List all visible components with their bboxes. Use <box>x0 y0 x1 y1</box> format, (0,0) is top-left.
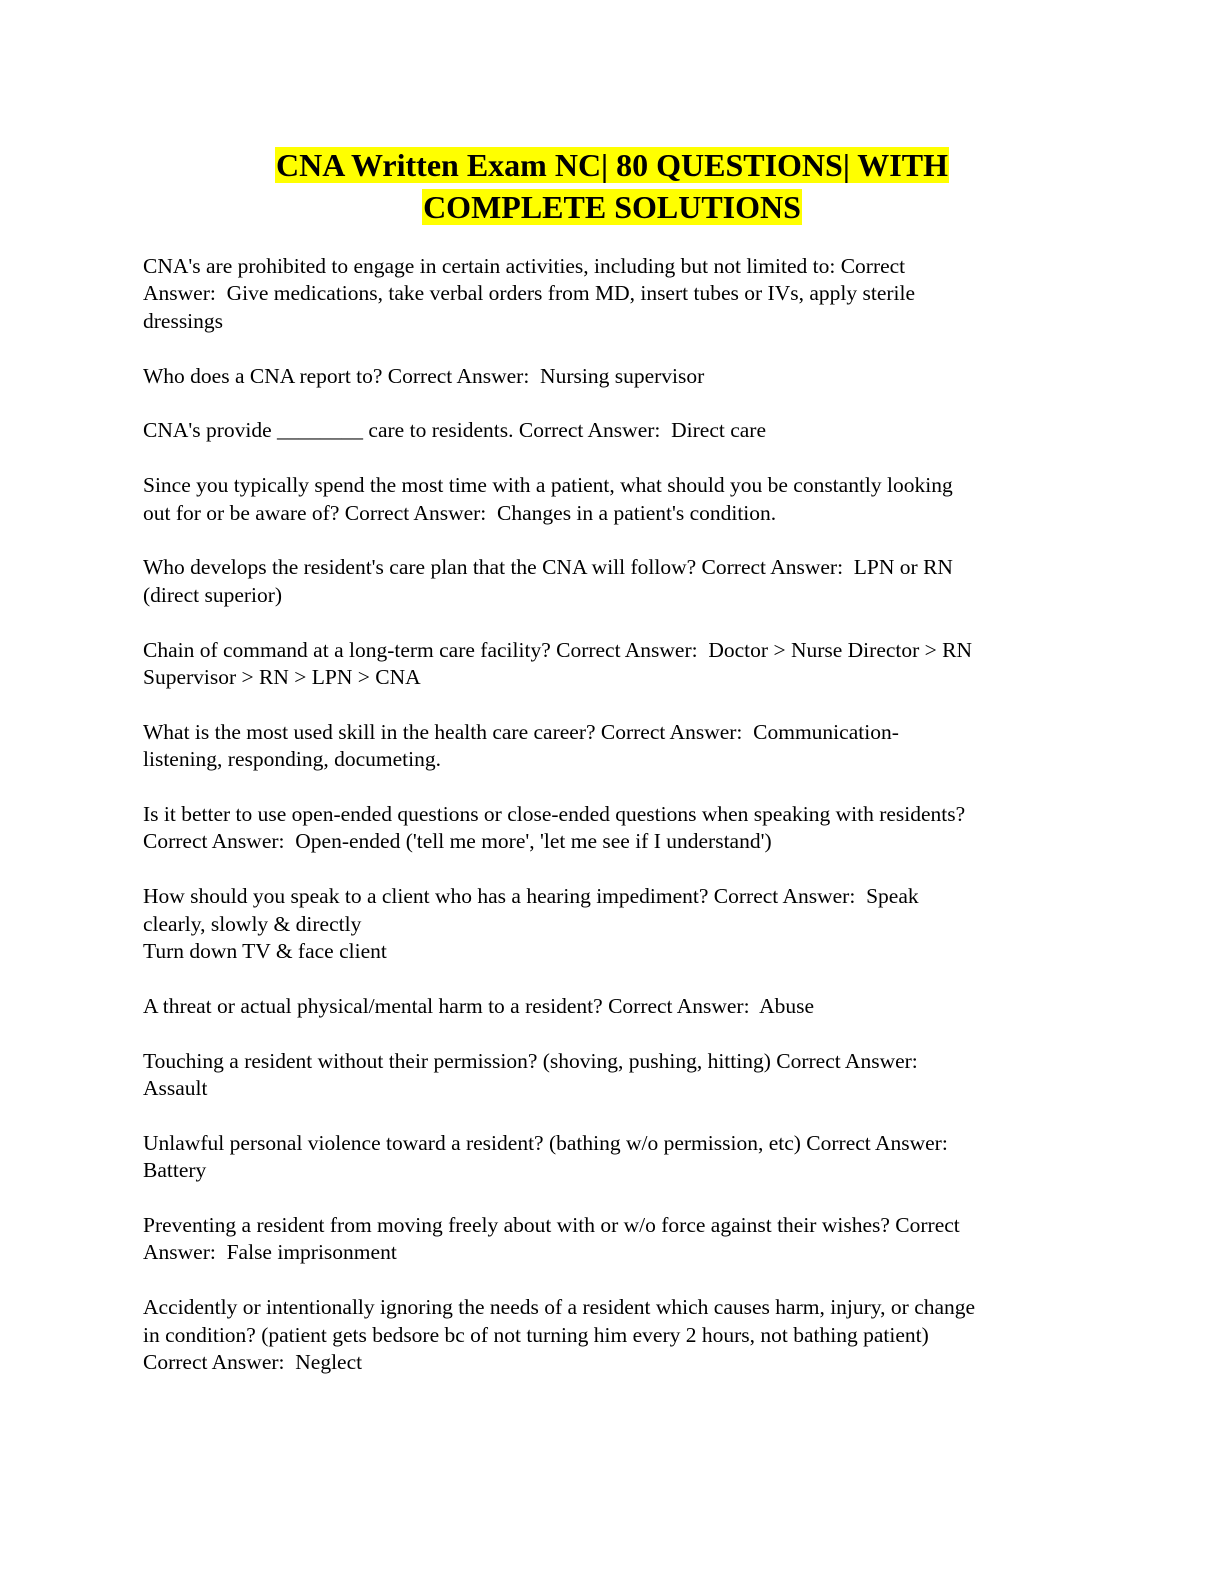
qa-line: Is it better to use open-ended questions or close-ended questions when speaking with residents? <box>143 802 966 827</box>
qa-line: clearly, slowly & directly <box>143 911 362 936</box>
qa-list <box>143 253 1078 1404</box>
qa-line: out for or be aware of? Correct Answer: Changes in a patient's condition. <box>143 500 777 525</box>
qa-line: Turn down TV & face client <box>143 939 387 964</box>
qa-line: What is the most used skill in the health care career? Correct Answer: Communication- <box>143 719 899 744</box>
qa-line: Preventing a resident from moving freely about with or w/o force against their wishes? Correct <box>143 1213 960 1238</box>
qa-line: Who develops the resident's care plan that the CNA will follow? Correct Answer: LPN or RN <box>143 555 953 580</box>
title-line-2: COMPLETE SOLUTIONS <box>423 189 801 225</box>
qa-item <box>143 417 1078 444</box>
qa-line: Who does a CNA report to? Correct Answer: Nursing supervisor <box>143 363 705 388</box>
document-title <box>0 144 1224 228</box>
qa-item <box>143 363 1078 390</box>
qa-line: How should you speak to a client who has a hearing impediment? Correct Answer: Speak <box>143 884 919 909</box>
qa-line: A threat or actual physical/mental harm to a resident? Correct Answer: Abuse <box>143 993 815 1018</box>
qa-item <box>143 554 1078 609</box>
qa-line: CNA's provide ________ care to residents. Correct Answer: Direct care <box>143 418 767 443</box>
qa-line: Touching a resident without their permission? (shoving, pushing, hitting) Correct Answer: <box>143 1048 918 1073</box>
qa-line: Answer: Give medications, take verbal orders from MD, insert tubes or IVs, apply sterile <box>143 281 916 306</box>
qa-item <box>143 993 1078 1020</box>
qa-line: listening, responding, documeting. <box>143 747 441 772</box>
qa-item <box>143 1294 1078 1376</box>
qa-item <box>143 472 1078 527</box>
qa-line: CNA's are prohibited to engage in certain activities, including but not limited to: Correct <box>143 254 906 278</box>
qa-item <box>143 1048 1078 1103</box>
qa-line: (direct superior) <box>143 582 283 607</box>
qa-line: Answer: False imprisonment <box>143 1240 397 1265</box>
qa-line: Supervisor > RN > LPN > CNA <box>143 665 421 690</box>
qa-line: Chain of command at a long-term care facility? Correct Answer: Doctor > Nurse Director > RN <box>143 637 973 662</box>
title-line-1: CNA Written Exam NC| 80 QUESTIONS| WITH <box>276 147 948 183</box>
qa-item <box>143 801 1078 856</box>
qa-item <box>143 253 1078 335</box>
qa-item <box>143 719 1078 774</box>
qa-line: dressings <box>143 308 224 333</box>
qa-item <box>143 637 1078 692</box>
qa-item <box>143 883 1078 965</box>
qa-item <box>143 1212 1078 1267</box>
qa-item <box>143 1130 1078 1185</box>
qa-line: Since you typically spend the most time with a patient, what should you be constantly looking <box>143 473 953 498</box>
qa-line: Assault <box>143 1076 208 1101</box>
qa-line: in condition? (patient gets bedsore bc of not turning him every 2 hours, not bathing patient) <box>143 1322 929 1347</box>
qa-line: Accidently or intentionally ignoring the needs of a resident which causes harm, injury, or change <box>143 1295 976 1320</box>
qa-line: Correct Answer: Open-ended ('tell me more', 'let me see if I understand') <box>143 829 772 854</box>
qa-line: Unlawful personal violence toward a resident? (bathing w/o permission, etc) Correct Answer: <box>143 1130 948 1155</box>
qa-line: Correct Answer: Neglect <box>143 1350 363 1375</box>
qa-line: Battery <box>143 1158 207 1183</box>
